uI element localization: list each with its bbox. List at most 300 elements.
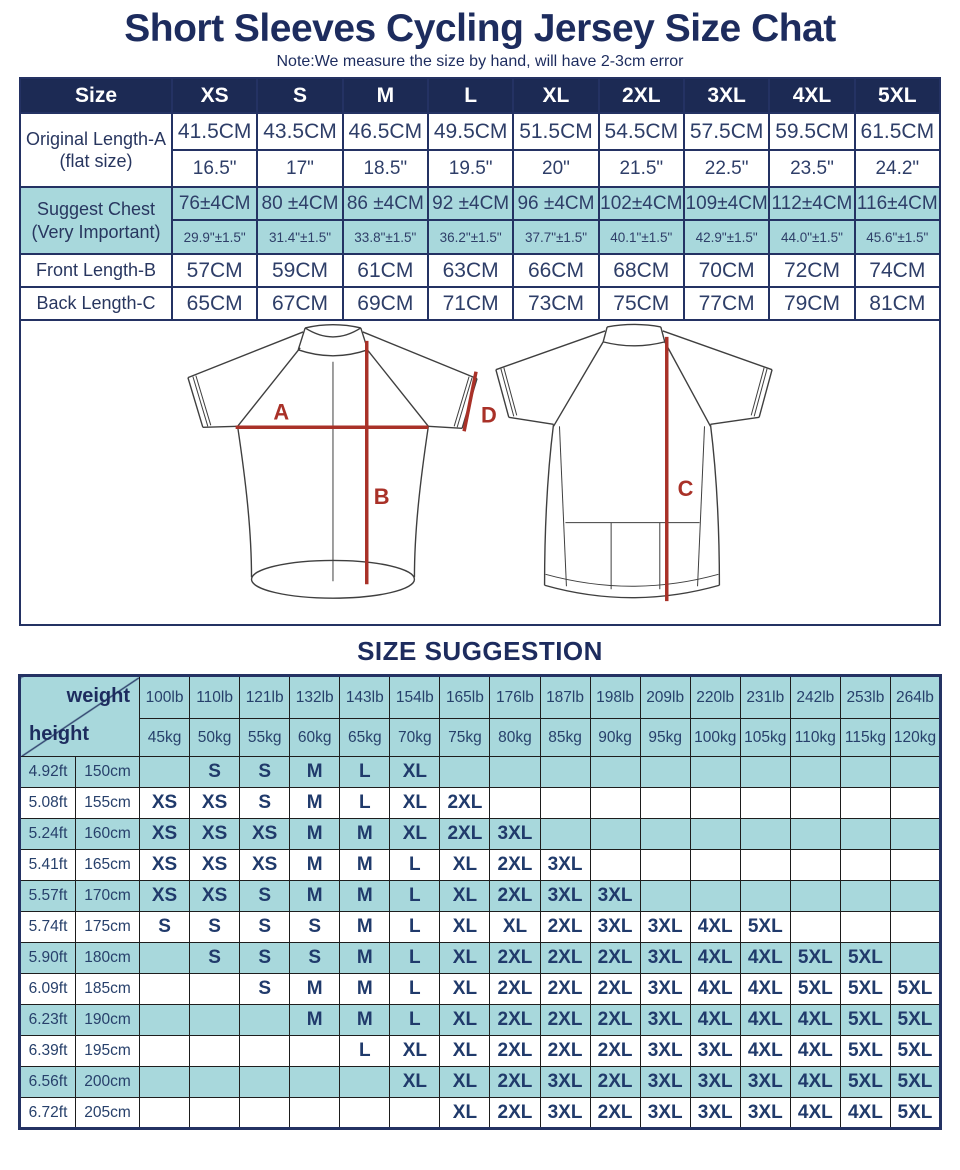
suggested-size-cell: S — [190, 943, 240, 974]
suggest-chest-cm-value: 116±4CM — [855, 187, 940, 220]
weight-kg-header: 75kg — [440, 719, 490, 757]
suggested-size-cell: 2XL — [440, 819, 490, 850]
title-block — [0, 0, 960, 71]
weight-kg-header: 110kg — [790, 719, 840, 757]
suggest-chest-inch-value: 42.9"±1.5" — [684, 220, 769, 254]
front-length-value: 57CM — [172, 254, 257, 287]
suggested-size-cell: 5XL — [890, 1036, 940, 1067]
size-suggestion-row — [20, 1067, 941, 1098]
size-column-header: XS — [172, 78, 257, 113]
suggested-size-cell: M — [340, 819, 390, 850]
suggested-size-cell: 2XL — [590, 1036, 640, 1067]
original-length-cm-value: 43.5CM — [257, 113, 342, 150]
weight-lb-header: 121lb — [240, 676, 290, 719]
suggested-size-cell: XL — [440, 1098, 490, 1129]
suggested-size-cell — [790, 912, 840, 943]
suggested-size-cell: 3XL — [740, 1067, 790, 1098]
suggested-size-cell — [690, 757, 740, 788]
suggested-size-cell — [240, 1036, 290, 1067]
original-length-inch-value: 23.5" — [769, 150, 854, 187]
suggest-chest-inch-value: 37.7"±1.5" — [513, 220, 598, 254]
suggested-size-cell: M — [340, 974, 390, 1005]
size-column-header: Size — [20, 78, 172, 113]
suggested-size-cell: XL — [390, 1036, 440, 1067]
weight-lb-header: 132lb — [290, 676, 340, 719]
row-label-line1: Suggest Chest — [36, 199, 156, 219]
suggested-size-cell — [240, 1098, 290, 1129]
row-label-line2: (flat size) — [59, 151, 133, 171]
suggested-size-cell: M — [290, 974, 340, 1005]
suggested-size-cell: L — [390, 912, 440, 943]
suggested-size-cell: 5XL — [890, 1005, 940, 1036]
suggested-size-cell — [340, 1098, 390, 1129]
suggested-size-cell — [190, 1005, 240, 1036]
suggested-size-cell: L — [340, 1036, 390, 1067]
original-length-inch-value: 20" — [513, 150, 598, 187]
suggested-size-cell: 2XL — [590, 974, 640, 1005]
size-suggestion-row — [20, 819, 941, 850]
suggested-size-cell: 3XL — [590, 881, 640, 912]
size-suggestion-row — [20, 974, 941, 1005]
height-ft-label: 6.09ft — [20, 974, 76, 1005]
weight-kg-header: 70kg — [390, 719, 440, 757]
size-column-header: M — [343, 78, 428, 113]
weight-lb-header: 253lb — [840, 676, 890, 719]
suggested-size-cell — [190, 1036, 240, 1067]
suggested-size-cell: XL — [390, 788, 440, 819]
row-label-line2: (Very Important) — [31, 221, 161, 242]
suggested-size-cell: 2XL — [440, 788, 490, 819]
suggested-size-cell: L — [390, 943, 440, 974]
back-jersey-outline — [496, 324, 772, 597]
measure-label-d: D — [480, 402, 497, 428]
weight-kg-header: 115kg — [840, 719, 890, 757]
height-ft-label: 6.23ft — [20, 1005, 76, 1036]
suggested-size-cell: XL — [440, 943, 490, 974]
size-column-header: 3XL — [684, 78, 769, 113]
weight-kg-header: 105kg — [740, 719, 790, 757]
suggested-size-cell — [790, 881, 840, 912]
suggested-size-cell: 4XL — [740, 974, 790, 1005]
height-cm-label: 165cm — [76, 850, 140, 881]
weight-lb-header-row — [20, 676, 941, 719]
suggested-size-cell: 3XL — [540, 1098, 590, 1129]
weight-lb-header: 198lb — [590, 676, 640, 719]
suggested-size-cell — [890, 912, 940, 943]
suggested-size-cell: 3XL — [640, 1036, 690, 1067]
back-length-value: 79CM — [769, 287, 854, 320]
suggested-size-cell: M — [290, 1005, 340, 1036]
suggested-size-cell — [440, 757, 490, 788]
size-header-row — [20, 78, 940, 113]
original-length-cm-value: 49.5CM — [428, 113, 513, 150]
suggested-size-cell: 3XL — [640, 1005, 690, 1036]
weight-lb-header: 264lb — [890, 676, 940, 719]
height-cm-label: 190cm — [76, 1005, 140, 1036]
suggested-size-cell: XS — [140, 850, 190, 881]
suggested-size-cell — [640, 850, 690, 881]
suggested-size-cell: XS — [190, 819, 240, 850]
suggested-size-cell: 2XL — [540, 1005, 590, 1036]
height-cm-label: 195cm — [76, 1036, 140, 1067]
suggest-chest-cm-value: 86 ±4CM — [343, 187, 428, 220]
height-cm-label: 185cm — [76, 974, 140, 1005]
suggested-size-cell — [890, 943, 940, 974]
suggested-size-cell: S — [290, 943, 340, 974]
original-length-cm-value: 57.5CM — [684, 113, 769, 150]
suggest-chest-inch-value: 31.4"±1.5" — [257, 220, 342, 254]
suggested-size-cell: XL — [390, 1067, 440, 1098]
size-chart-table — [19, 77, 941, 321]
suggested-size-cell — [490, 788, 540, 819]
size-suggestion-row — [20, 1036, 941, 1067]
suggested-size-cell: 4XL — [790, 1005, 840, 1036]
back-length-value: 75CM — [599, 287, 684, 320]
suggested-size-cell — [740, 819, 790, 850]
size-column-header: 2XL — [599, 78, 684, 113]
suggested-size-cell: 4XL — [790, 1067, 840, 1098]
suggested-size-cell — [640, 819, 690, 850]
suggested-size-cell: L — [340, 788, 390, 819]
suggest-chest-inch-value: 36.2"±1.5" — [428, 220, 513, 254]
weight-kg-header: 90kg — [590, 719, 640, 757]
suggested-size-cell — [640, 788, 690, 819]
suggested-size-cell — [190, 1098, 240, 1129]
front-measure-lines — [236, 341, 476, 584]
suggested-size-cell: 2XL — [490, 881, 540, 912]
suggest-chest-inch-value: 33.8"±1.5" — [343, 220, 428, 254]
suggested-size-cell: 2XL — [490, 850, 540, 881]
suggested-size-cell — [740, 881, 790, 912]
suggest-chest-cm-value: 76±4CM — [172, 187, 257, 220]
front-length-row — [20, 254, 940, 287]
weight-kg-header: 60kg — [290, 719, 340, 757]
suggested-size-cell: 5XL — [840, 1067, 890, 1098]
back-length-value: 69CM — [343, 287, 428, 320]
suggested-size-cell: 3XL — [690, 1067, 740, 1098]
suggest-chest-inch-value: 29.9"±1.5" — [172, 220, 257, 254]
suggested-size-cell: 3XL — [540, 1067, 590, 1098]
original-length-inch-value: 18.5" — [343, 150, 428, 187]
back-length-value: 81CM — [855, 287, 940, 320]
original-length-cm-value: 51.5CM — [513, 113, 598, 150]
suggested-size-cell — [290, 1036, 340, 1067]
height-cm-label: 155cm — [76, 788, 140, 819]
suggested-size-cell — [590, 788, 640, 819]
suggested-size-cell — [790, 788, 840, 819]
suggested-size-cell: 4XL — [690, 974, 740, 1005]
suggested-size-cell: XS — [140, 788, 190, 819]
weight-kg-header: 55kg — [240, 719, 290, 757]
suggested-size-cell — [790, 819, 840, 850]
suggested-size-cell: M — [340, 1005, 390, 1036]
suggested-size-cell: 2XL — [490, 1098, 540, 1129]
back-length-value: 71CM — [428, 287, 513, 320]
back-length-value: 67CM — [257, 287, 342, 320]
front-length-value: 59CM — [257, 254, 342, 287]
suggested-size-cell: XS — [140, 819, 190, 850]
suggested-size-cell: XS — [190, 788, 240, 819]
suggested-size-cell: 5XL — [840, 974, 890, 1005]
suggested-size-cell: 2XL — [590, 1067, 640, 1098]
front-length-value: 74CM — [855, 254, 940, 287]
suggested-size-cell — [540, 757, 590, 788]
weight-kg-header: 85kg — [540, 719, 590, 757]
suggested-size-cell: 5XL — [890, 1067, 940, 1098]
size-column-header: L — [428, 78, 513, 113]
size-suggestion-row — [20, 757, 941, 788]
suggested-size-cell — [740, 850, 790, 881]
suggested-size-cell: 2XL — [590, 943, 640, 974]
weight-kg-header-row — [20, 719, 941, 757]
suggested-size-cell: S — [240, 788, 290, 819]
suggested-size-cell — [590, 757, 640, 788]
suggested-size-cell: 2XL — [540, 1036, 590, 1067]
suggested-size-cell: M — [340, 912, 390, 943]
suggested-size-cell — [640, 881, 690, 912]
weight-axis-label: weight — [66, 685, 130, 707]
height-cm-label: 160cm — [76, 819, 140, 850]
suggested-size-cell: 5XL — [840, 1036, 890, 1067]
suggested-size-cell: XL — [490, 912, 540, 943]
suggested-size-cell: S — [240, 912, 290, 943]
jersey-diagram-svg — [21, 321, 939, 622]
suggested-size-cell: L — [390, 850, 440, 881]
front-jersey-outline — [188, 325, 477, 598]
suggested-size-cell: 5XL — [840, 943, 890, 974]
original-length-inch-value: 17" — [257, 150, 342, 187]
weight-lb-header: 143lb — [340, 676, 390, 719]
suggested-size-cell: L — [390, 974, 440, 1005]
suggested-size-cell: 2XL — [590, 1005, 640, 1036]
height-cm-label: 170cm — [76, 881, 140, 912]
suggested-size-cell: 5XL — [890, 1098, 940, 1129]
suggested-size-cell: XL — [390, 757, 440, 788]
suggested-size-cell: M — [340, 881, 390, 912]
suggested-size-cell: XS — [190, 881, 240, 912]
suggest-chest-cm-value: 112±4CM — [769, 187, 854, 220]
suggested-size-cell: XL — [440, 1005, 490, 1036]
suggested-size-cell — [890, 757, 940, 788]
suggested-size-cell: 3XL — [690, 1098, 740, 1129]
original-length-cm-value: 61.5CM — [855, 113, 940, 150]
weight-lb-header: 100lb — [140, 676, 190, 719]
height-cm-label: 205cm — [76, 1098, 140, 1129]
suggested-size-cell: XL — [440, 1036, 490, 1067]
suggested-size-cell: 2XL — [540, 912, 590, 943]
suggested-size-cell: 2XL — [590, 1098, 640, 1129]
height-cm-label: 150cm — [76, 757, 140, 788]
suggested-size-cell — [140, 1067, 190, 1098]
weight-height-diagonal-cell — [20, 676, 140, 757]
suggested-size-cell: 3XL — [640, 974, 690, 1005]
height-ft-label: 5.57ft — [20, 881, 76, 912]
suggested-size-cell — [140, 1036, 190, 1067]
suggested-size-cell: 3XL — [590, 912, 640, 943]
suggested-size-cell — [590, 819, 640, 850]
size-column-header: XL — [513, 78, 598, 113]
suggested-size-cell: XS — [240, 850, 290, 881]
suggested-size-cell: M — [290, 819, 340, 850]
size-suggestion-row — [20, 912, 941, 943]
height-ft-label: 5.24ft — [20, 819, 76, 850]
height-ft-label: 5.74ft — [20, 912, 76, 943]
suggest-chest-inch-value: 44.0"±1.5" — [769, 220, 854, 254]
suggested-size-cell — [540, 819, 590, 850]
suggested-size-cell: 3XL — [640, 1067, 690, 1098]
size-column-header: 4XL — [769, 78, 854, 113]
measure-label-c: C — [677, 475, 694, 501]
size-column-header: S — [257, 78, 342, 113]
suggested-size-cell — [140, 943, 190, 974]
height-ft-label: 5.41ft — [20, 850, 76, 881]
suggested-size-cell: XS — [240, 819, 290, 850]
back-length-label: Back Length-C — [20, 287, 172, 320]
weight-lb-header: 176lb — [490, 676, 540, 719]
suggested-size-cell: S — [240, 757, 290, 788]
suggested-size-cell — [640, 757, 690, 788]
suggested-size-cell: 3XL — [740, 1098, 790, 1129]
weight-lb-header: 220lb — [690, 676, 740, 719]
suggested-size-cell: L — [340, 757, 390, 788]
suggested-size-cell — [890, 819, 940, 850]
suggested-size-cell: 2XL — [540, 974, 590, 1005]
suggested-size-cell: L — [390, 1005, 440, 1036]
height-ft-label: 6.56ft — [20, 1067, 76, 1098]
weight-lb-header: 165lb — [440, 676, 490, 719]
suggested-size-cell: 3XL — [490, 819, 540, 850]
suggested-size-cell: 3XL — [540, 881, 590, 912]
suggest-chest-cm-value: 109±4CM — [684, 187, 769, 220]
suggest-chest-inch-value: 45.6"±1.5" — [855, 220, 940, 254]
height-cm-label: 180cm — [76, 943, 140, 974]
back-length-value: 73CM — [513, 287, 598, 320]
suggested-size-cell — [840, 788, 890, 819]
suggested-size-cell — [290, 1098, 340, 1129]
height-cm-label: 200cm — [76, 1067, 140, 1098]
suggested-size-cell — [240, 1067, 290, 1098]
original-length-cm-value: 46.5CM — [343, 113, 428, 150]
suggest-chest-cm-value: 102±4CM — [599, 187, 684, 220]
height-cm-label: 175cm — [76, 912, 140, 943]
front-length-value: 63CM — [428, 254, 513, 287]
suggested-size-cell: M — [340, 850, 390, 881]
weight-kg-header: 80kg — [490, 719, 540, 757]
measure-label-b: B — [373, 483, 390, 509]
suggested-size-cell: S — [240, 974, 290, 1005]
back-length-row — [20, 287, 940, 320]
suggest-chest-cm-row — [20, 187, 940, 220]
suggest-chest-cm-value: 92 ±4CM — [428, 187, 513, 220]
original-length-inch-value: 16.5" — [172, 150, 257, 187]
suggested-size-cell — [840, 912, 890, 943]
suggested-size-cell: 2XL — [490, 1036, 540, 1067]
suggested-size-cell — [740, 788, 790, 819]
suggested-size-cell — [390, 1098, 440, 1129]
size-suggestion-table — [18, 674, 942, 1130]
suggested-size-cell: 5XL — [790, 974, 840, 1005]
suggested-size-cell: 4XL — [690, 943, 740, 974]
suggested-size-cell: XL — [390, 819, 440, 850]
suggested-size-cell: 4XL — [840, 1098, 890, 1129]
suggested-size-cell — [140, 1005, 190, 1036]
suggested-size-cell: S — [240, 881, 290, 912]
suggested-size-cell — [140, 757, 190, 788]
suggest-chest-inch-value: 40.1"±1.5" — [599, 220, 684, 254]
page-title: Short Sleeves Cycling Jersey Size Chat — [124, 7, 836, 50]
original-length-inch-value: 19.5" — [428, 150, 513, 187]
weight-kg-header: 50kg — [190, 719, 240, 757]
original-length-label — [20, 113, 172, 187]
size-suggestion-row — [20, 788, 941, 819]
weight-lb-header: 231lb — [740, 676, 790, 719]
front-length-value: 66CM — [513, 254, 598, 287]
suggested-size-cell: S — [140, 912, 190, 943]
suggested-size-cell: 4XL — [790, 1098, 840, 1129]
suggested-size-cell — [790, 757, 840, 788]
suggested-size-cell: S — [290, 912, 340, 943]
suggested-size-cell — [690, 850, 740, 881]
suggested-size-cell: M — [290, 850, 340, 881]
suggested-size-cell — [340, 1067, 390, 1098]
original-length-inch-value: 24.2" — [855, 150, 940, 187]
suggested-size-cell — [190, 1067, 240, 1098]
suggested-size-cell: 4XL — [690, 1005, 740, 1036]
suggested-size-cell — [540, 788, 590, 819]
suggested-size-cell: 2XL — [490, 943, 540, 974]
weight-kg-header: 45kg — [140, 719, 190, 757]
height-ft-label: 6.39ft — [20, 1036, 76, 1067]
weight-kg-header: 120kg — [890, 719, 940, 757]
size-suggestion-row — [20, 850, 941, 881]
suggested-size-cell: XL — [440, 912, 490, 943]
suggested-size-cell: M — [290, 881, 340, 912]
suggested-size-cell — [190, 974, 240, 1005]
suggested-size-cell: 2XL — [540, 943, 590, 974]
suggested-size-cell: S — [190, 757, 240, 788]
suggested-size-cell: 3XL — [640, 943, 690, 974]
back-length-value: 65CM — [172, 287, 257, 320]
size-suggestion-row — [20, 1098, 941, 1129]
suggested-size-cell — [290, 1067, 340, 1098]
front-length-value: 70CM — [684, 254, 769, 287]
suggest-chest-cm-value: 80 ±4CM — [257, 187, 342, 220]
height-axis-label: height — [29, 723, 89, 745]
original-length-cm-value: 54.5CM — [599, 113, 684, 150]
suggested-size-cell: 2XL — [490, 974, 540, 1005]
suggested-size-cell — [590, 850, 640, 881]
suggested-size-cell: 3XL — [640, 1098, 690, 1129]
weight-lb-header: 154lb — [390, 676, 440, 719]
suggested-size-cell: 4XL — [740, 943, 790, 974]
size-suggestion-heading: SIZE SUGGESTION — [357, 636, 603, 666]
front-length-value: 61CM — [343, 254, 428, 287]
suggested-size-cell: XS — [190, 850, 240, 881]
suggested-size-cell — [690, 819, 740, 850]
suggested-size-cell: XL — [440, 974, 490, 1005]
suggested-size-cell: 4XL — [690, 912, 740, 943]
suggested-size-cell — [240, 1005, 290, 1036]
suggested-size-cell: 4XL — [740, 1005, 790, 1036]
suggested-size-cell: 4XL — [790, 1036, 840, 1067]
front-length-value: 68CM — [599, 254, 684, 287]
measure-label-a: A — [273, 399, 290, 425]
suggested-size-cell: 2XL — [490, 1067, 540, 1098]
suggested-size-cell — [140, 1098, 190, 1129]
original-length-cm-row — [20, 113, 940, 150]
suggested-size-cell: S — [190, 912, 240, 943]
suggested-size-cell: 5XL — [890, 974, 940, 1005]
